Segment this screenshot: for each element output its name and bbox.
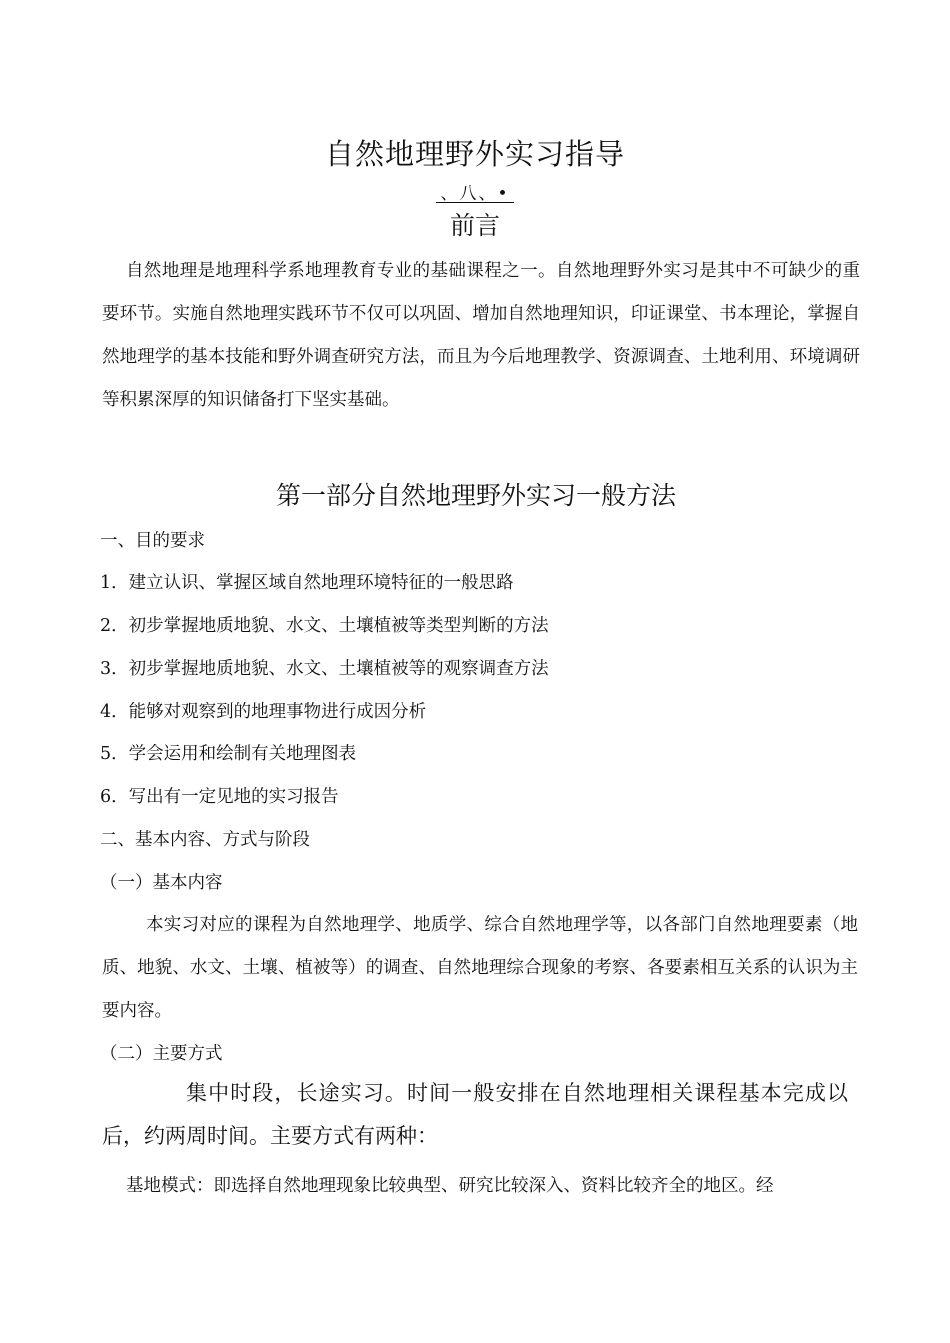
preface-heading: 前言: [449, 211, 500, 240]
objective-item-5: 5．学会运用和绘制有关地理图表: [100, 744, 357, 764]
base-mode-paragraph: 基地模式：即选择自然地理现象比较典型、研究比较深入、资料比较齐全的地区。经: [126, 1176, 774, 1196]
decorative-mark: [0, 184, 950, 204]
main-method-paragraph: 集中时段，长途实习。时间一般安排在自然地理相关课程基本完成以后，约两周时间。主要方式有两种：: [102, 1081, 848, 1148]
objective-item-4: 4．能够对观察到的地理事物进行成因分析: [100, 702, 427, 722]
preface-paragraph: 自然地理是地理科学系地理教育专业的基础课程之一。自然地理野外实习是其中不可缺少的重要环节。实施自然地理实践环节不仅可以巩固、增加自然地理知识，印证课堂、书本理论，掌握自然地理学的基本技能和野外调查研究方法，而且为今后地理教学、资源调查、土地利用、环境调研等积累深厚的知识储备打下坚实基础。: [102, 261, 860, 410]
content-heading: 二、基本内容、方式与阶段: [100, 830, 310, 850]
objective-item-2: 2．初步掌握地质地貌、水文、土壤植被等类型判断的方法: [100, 616, 549, 636]
objective-item-1: 1．建立认识、掌握区域自然地理环境特征的一般思路: [100, 573, 514, 593]
objective-item-6: 6．写出有一定见地的实习报告: [100, 787, 339, 807]
main-method-subheading: （二）主要方式: [100, 1044, 223, 1064]
part1-heading: 第一部分自然地理野外实习一般方法: [275, 481, 676, 510]
basic-content-paragraph: 本实习对应的课程为自然地理学、地质学、综合自然地理学等，以各部门自然地理要素（地质、地貌、水文、土壤、植被等）的调查、自然地理综合现象的考察、各要素相互关系的认识为主要内容。: [102, 915, 858, 1021]
objective-item-3: 3．初步掌握地质地貌、水文、土壤植被等的观察调查方法: [100, 659, 549, 679]
objectives-heading: 一、目的要求: [100, 531, 205, 551]
mark-text: 、八、•: [436, 186, 513, 203]
basic-content-subheading: （一）基本内容: [100, 873, 223, 893]
document-title: 自然地理野外实习指导: [324, 137, 625, 171]
